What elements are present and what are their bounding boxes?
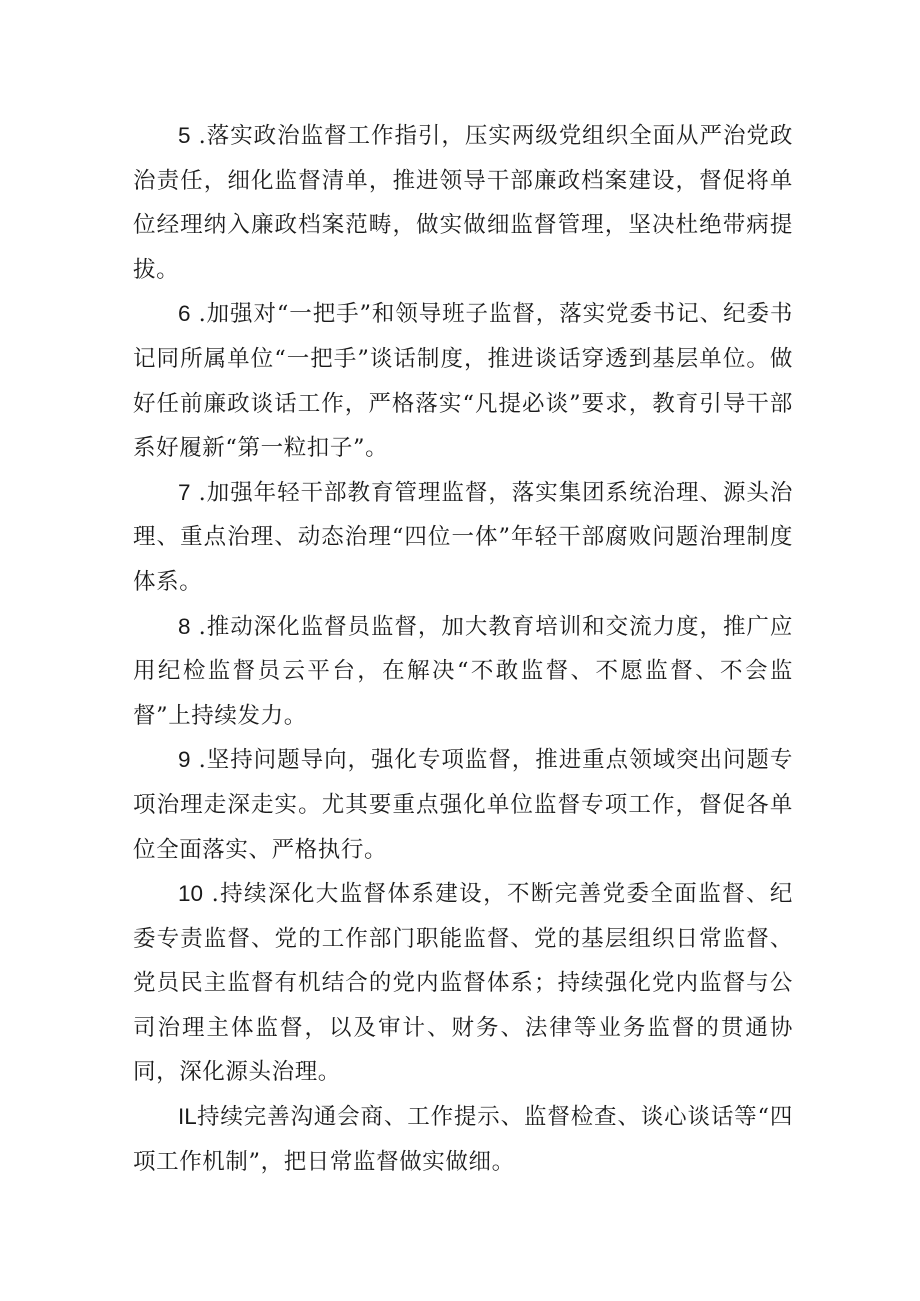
paragraph-text: .持续深化大监督体系建设，不断完善党委全面监督、纪委专责监督、党的工作部门职能监督、党的基层组织日常监督、党员民主监督有机结合的党内监督体系；持续强化党内监督与公司治理主体监督，以及审计、财务、法律等业务监督的贯通协同，深化源头治理。 — [133, 881, 793, 1086]
paragraph-item-6 — [133, 292, 793, 470]
paragraph-text: .加强年轻干部教育管理监督，落实集团系统治理、源头治理、重点治理、动态治理“四位一体”年轻干部腐败问题治理制度体系。 — [133, 479, 793, 595]
paragraph-number: 9 — [178, 747, 191, 773]
paragraph-text: .推动深化监督员监督，加大教育培训和交流力度，推广应用纪检监督员云平台，在解决“不敢监督、不愿监督、不会监督”上持续发力。 — [133, 613, 793, 729]
paragraph-number: IL — [178, 1104, 197, 1130]
paragraph-item-7 — [133, 471, 793, 605]
paragraph-number: 10 — [178, 881, 204, 907]
paragraph-number: 6 — [178, 301, 191, 327]
paragraph-item-9 — [133, 738, 793, 872]
paragraph-number: 5 — [178, 123, 191, 148]
document-body — [133, 114, 793, 1184]
paragraph-item-8 — [133, 605, 793, 739]
paragraph-item-10 — [133, 872, 793, 1095]
paragraph-number: 7 — [178, 479, 191, 505]
paragraph-text: .坚持问题导向，强化专项监督，推进重点领域突出问题专项治理走深走实。尤其要重点强化单位监督专项工作，督促各单位全面落实、严格执行。 — [133, 747, 793, 863]
paragraph-text: 持续完善沟通会商、工作提示、监督检查、谈心谈话等“四项工作机制”，把日常监督做实做细。 — [133, 1104, 793, 1175]
paragraph-text: .落实政治监督工作指引，压实两级党组织全面从严治党政治责任，细化监督清单，推进领导干部廉政档案建设，督促将单位经理纳入廉政档案范畴，做实做细监督管理，坚决杜绝带病提拔。 — [133, 123, 793, 283]
paragraph-item-5 — [133, 114, 793, 292]
paragraph-text: .加强对“一把手”和领导班子监督，落实党委书记、纪委书记同所属单位“一把手”谈话制度，推进谈话穿透到基层单位。做好任前廉政谈话工作，严格落实“凡提必谈”要求，教育引导干部系好履新“第一粒扣子”。 — [133, 301, 793, 462]
paragraph-item-11 — [133, 1095, 793, 1184]
paragraph-number: 8 — [178, 613, 191, 639]
